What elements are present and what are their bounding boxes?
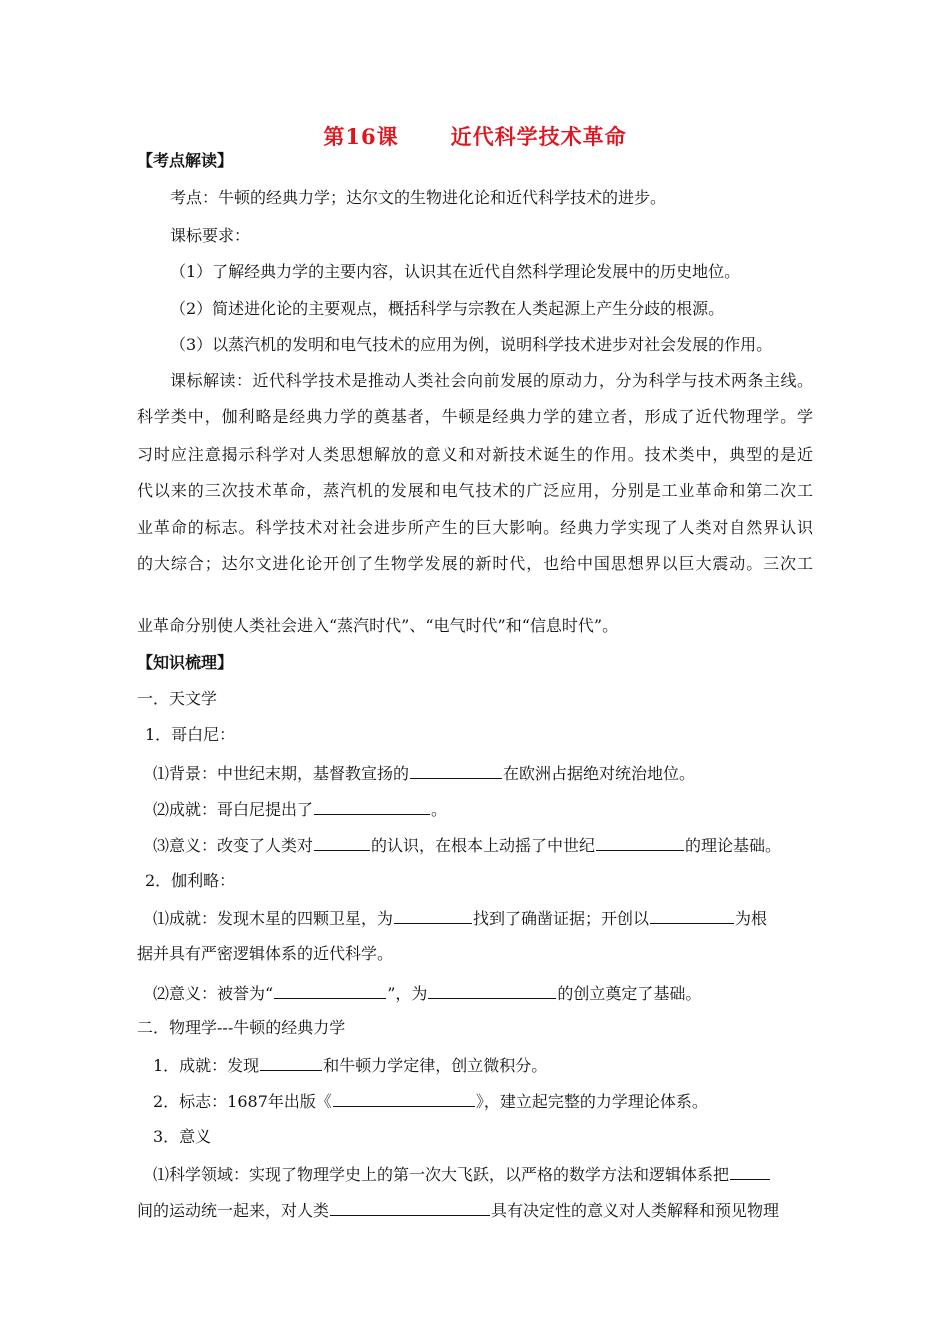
kebiao-requirement-label: 课标要求： bbox=[170, 226, 251, 245]
fill-blank[interactable] bbox=[730, 1163, 770, 1180]
fill-blank[interactable] bbox=[333, 1090, 475, 1107]
jiedu-line-6: 的大综合；达尔文进化论开创了生物学发展的新时代，也给中国思想界以巨大震动。三次工 bbox=[137, 554, 813, 573]
fill-blank[interactable] bbox=[428, 982, 556, 999]
newton-achievement: 1．成就：发现 和牛顿力学定律，创立微积分。 bbox=[153, 1056, 548, 1075]
galileo-achievement-cont: 据并具有严密逻辑体系的近代科学。 bbox=[137, 944, 394, 963]
galileo-heading: 2．伽利略： bbox=[145, 871, 236, 890]
kaodian-text: 考点：牛顿的经典力学；达尔文的生物进化论和近代科学技术的进步。 bbox=[170, 188, 667, 207]
fill-blank[interactable] bbox=[260, 1054, 322, 1071]
newton-milestone: 2．标志：1687年出版《 》，建立起完整的力学理论体系。 bbox=[153, 1092, 708, 1111]
jiedu-line-2: 科学类中，伽利略是经典力学的奠基者，牛顿是经典力学的建立者，形成了近代物理学。学 bbox=[137, 407, 813, 426]
jiedu-line-3: 习时应注意揭示科学对人类思想解放的意义和对新技术诞生的作用。技术类中，典型的是近 bbox=[137, 445, 813, 464]
jiedu-line-7: 业革命分别使人类社会进入“蒸汽时代”、“电气时代”和“信息时代”。 bbox=[137, 616, 619, 635]
fill-blank[interactable] bbox=[274, 982, 386, 999]
fill-blank[interactable] bbox=[596, 834, 684, 851]
copernicus-background: ⑴背景：中世纪末期，基督教宣扬的 在欧洲占据绝对统治地位。 bbox=[153, 764, 696, 783]
fill-blank[interactable] bbox=[394, 907, 472, 924]
fill-blank[interactable] bbox=[650, 907, 734, 924]
requirement-3: （3）以蒸汽机的发明和电气技术的应用为例，说明科学技术进步对社会发展的作用。 bbox=[170, 335, 773, 354]
section-heading-kaodian: 【考点解读】 bbox=[137, 151, 234, 170]
galileo-achievement: ⑴成就：发现木星的四颗卫星，为 找到了确凿证据；开创以 为根 bbox=[153, 909, 768, 928]
fill-blank[interactable] bbox=[314, 834, 370, 851]
newton-significance-science: ⑴科学领域：实现了物理学史上的第一次大飞跃，以严格的数学方法和逻辑体系把 bbox=[153, 1163, 771, 1185]
fill-blank[interactable] bbox=[314, 798, 430, 815]
lesson-name: 近代科学技术革命 bbox=[450, 124, 627, 149]
jiedu-line-5: 业革命的标志。科学技术对社会进步所产生的巨大影响。经典力学实现了人类对自然界认识 bbox=[137, 518, 813, 537]
copernicus-heading: 1．哥白尼： bbox=[145, 725, 236, 744]
section-heading-zhishi: 【知识梳理】 bbox=[137, 653, 234, 672]
newton-significance-heading: 3．意义 bbox=[153, 1127, 212, 1146]
galileo-significance: ⑵意义：被誉为“ ”，为 的创立奠定了基础。 bbox=[153, 984, 702, 1003]
fill-blank[interactable] bbox=[410, 762, 502, 779]
part-1-heading: 一．天文学 bbox=[137, 689, 218, 708]
requirement-1: （1）了解经典力学的主要内容，认识其在近代自然科学理论发展中的历史地位。 bbox=[170, 262, 741, 281]
part-2-heading: 二．物理学---牛顿的经典力学 bbox=[137, 1018, 346, 1037]
page-title bbox=[0, 121, 950, 151]
copernicus-achievement: ⑵成就：哥白尼提出了 。 bbox=[153, 800, 448, 819]
jiedu-line-1: 课标解读：近代科学技术是推动人类社会向前发展的原动力，分为科学与技术两条主线。 bbox=[170, 371, 813, 390]
fill-blank[interactable] bbox=[330, 1199, 490, 1216]
jiedu-line-4: 代以来的三次技术革命，蒸汽机的发展和电气技术的广泛应用，分别是工业革命和第二次工 bbox=[137, 481, 813, 500]
copernicus-significance: ⑶意义：改变了人类对 的认识，在根本上动摇了中世纪 的理论基础。 bbox=[153, 836, 782, 855]
newton-significance-science-cont: 间的运动统一起来，对人类 具有决定性的意义对人类解释和预见物理 bbox=[137, 1201, 780, 1220]
lesson-number: 第16课 bbox=[323, 124, 399, 149]
requirement-2: （2）简述进化论的主要观点，概括科学与宗教在人类起源上产生分歧的根源。 bbox=[170, 299, 725, 318]
